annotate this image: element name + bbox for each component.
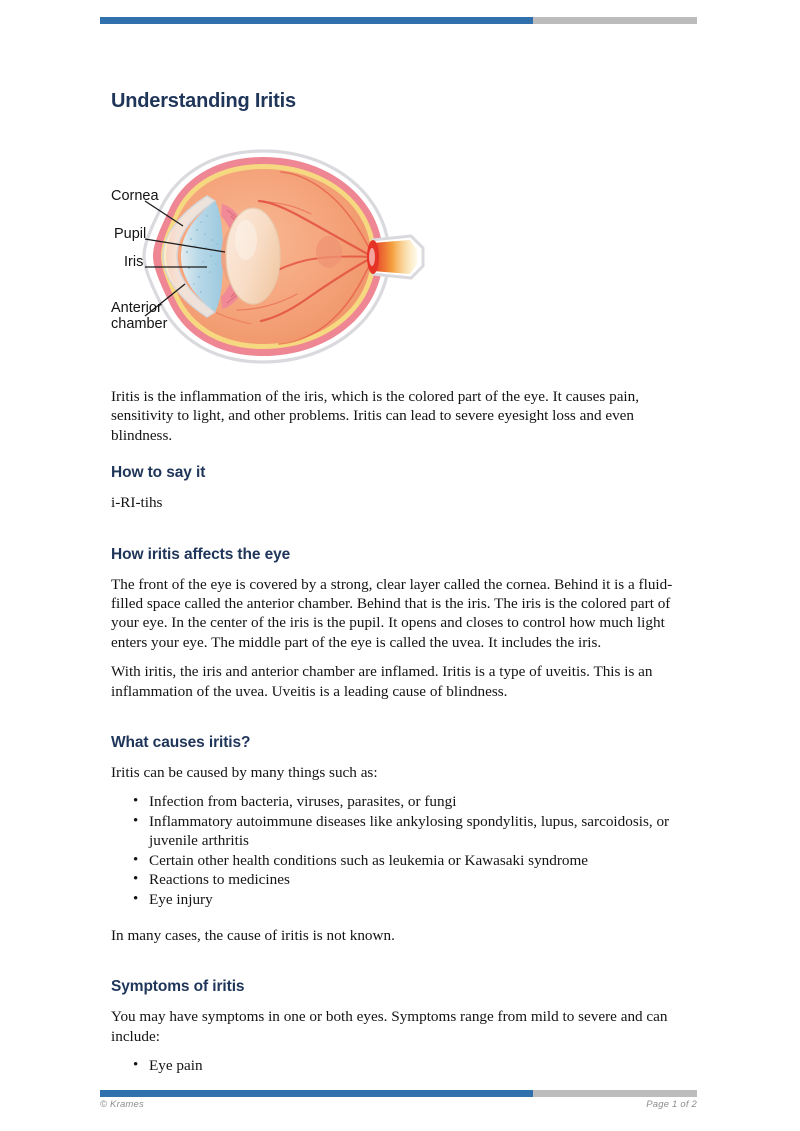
section-heading-what-causes-iritis: What causes iritis? (111, 734, 251, 752)
list-item: • Inflammatory autoimmune diseases like ankylosing spondylitis, lupus, sarcoidosis, or juvenile arthritis (149, 812, 697, 851)
causes-closing-paragraph: In many cases, the cause of iritis is not known. (111, 926, 395, 944)
footer-page-number: Page 1 of 2 (646, 1099, 697, 1110)
list-item: • Reactions to medicines (149, 870, 697, 889)
footer-rule-blue-segment (100, 1090, 533, 1097)
section-heading-symptoms-of-iritis: Symptoms of iritis (111, 978, 245, 996)
header-rule-blue-segment (100, 17, 533, 24)
footer-copyright: © Krames (100, 1099, 144, 1110)
eye-anatomy-figure (111, 144, 697, 369)
label-chamber: chamber (111, 316, 168, 332)
label-iris: Iris (124, 254, 144, 270)
footer-rule (100, 1090, 697, 1097)
header-rule-gray-segment (533, 17, 697, 24)
affects-paragraph-1: The front of the eye is covered by a strong, clear layer called the cornea. Behind it is a fluid-filled space called the anterior chamber. Behind that is the iris. The iris is the colored part of your eye. In the center of the iris is the pupil. It opens and closes to control how much light enters your eye. The middle part of the eye is called the uvea. It includes the iris. (111, 575, 673, 651)
list-item: • Eye pain (149, 1056, 697, 1075)
label-pupil: Pupil (114, 226, 147, 242)
intro-paragraph: Iritis is the inflammation of the iris, which is the colored part of the eye. It causes pain, sensitivity to light, and other problems. Iritis can lead to severe eyesight loss and even blindness. (111, 388, 640, 444)
footer (100, 1099, 697, 1110)
causes-lead-paragraph: Iritis can be caused by many things such as: (111, 764, 378, 782)
list-item: • Infection from bacteria, viruses, parasites, or fungi (149, 792, 697, 811)
document-content (111, 88, 697, 1076)
eye-anatomy-illustration (111, 144, 431, 369)
pronunciation-text: i-RI-tihs (111, 494, 163, 512)
lens-highlight (235, 220, 257, 260)
label-cornea: Cornea (111, 188, 159, 204)
list-item: • Certain other health conditions such as leukemia or Kawasaki syndrome (149, 851, 697, 870)
causes-bullet-list (111, 792, 697, 908)
header-rule (100, 17, 697, 24)
lens-shape (226, 208, 280, 304)
label-anterior: Anterior (111, 300, 162, 316)
symptoms-lead-paragraph: You may have symptoms in one or both eyes. Symptoms range from mild to severe and can include: (111, 1008, 668, 1045)
page-title: Understanding Iritis (111, 90, 296, 112)
list-item: • Eye injury (149, 890, 697, 909)
section-heading-how-to-say-it: How to say it (111, 464, 206, 482)
section-heading-how-iritis-affects-the-eye: How iritis affects the eye (111, 545, 291, 563)
optic-nerve (367, 236, 423, 278)
macula-spot (316, 236, 342, 268)
symptoms-bullet-list (111, 1056, 697, 1075)
footer-rule-gray-segment (533, 1090, 697, 1097)
affects-paragraph-2: With iritis, the iris and anterior chamber are inflamed. Iritis is a type of uveitis. This is an inflammation of the uvea. Uveitis is a leading cause of blindness. (111, 663, 653, 700)
